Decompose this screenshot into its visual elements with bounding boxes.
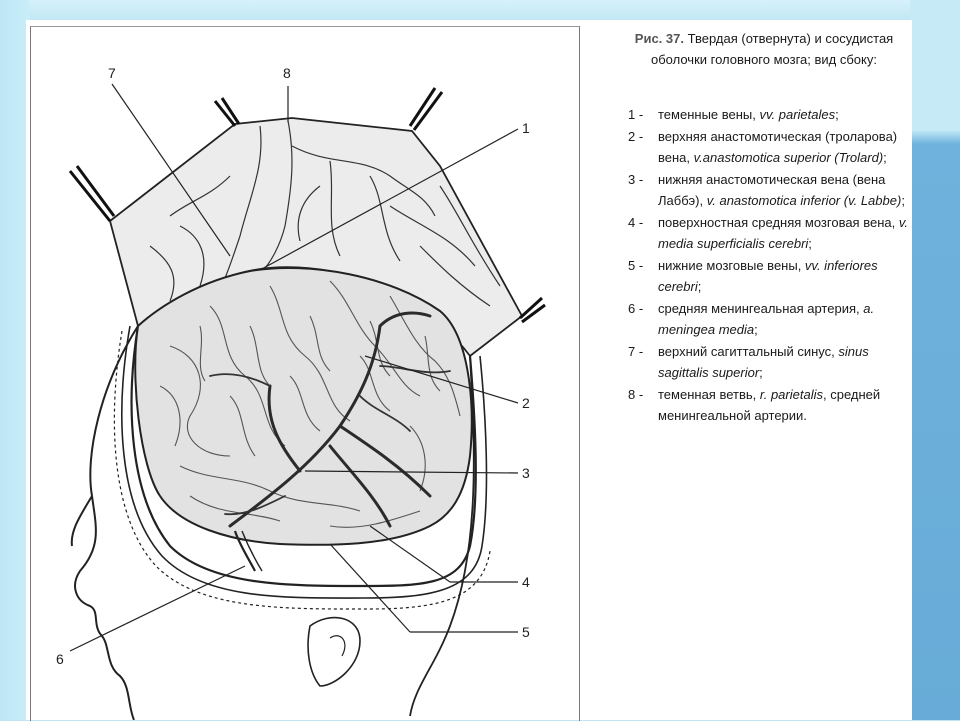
legend-item-5 xyxy=(628,255,908,298)
label-3: 3 xyxy=(522,465,530,481)
legend-item-7 xyxy=(628,341,908,384)
legend-latin-term: v. anastomotica inferior (v. Labbe) xyxy=(706,193,902,208)
slide-background-right xyxy=(910,0,960,720)
legend-tail: , средней менингеальной артерии. xyxy=(658,386,881,423)
brain-surface xyxy=(135,268,471,571)
legend-tail: ; xyxy=(901,193,905,208)
legend-russian-text: нижние мозговые вены, xyxy=(658,257,805,273)
label-1: 1 xyxy=(522,120,530,136)
legend-item-4 xyxy=(628,212,908,255)
legend-number: 7 - xyxy=(628,343,644,359)
legend-number: 6 - xyxy=(628,300,644,316)
legend-russian-text: теменные вены, xyxy=(658,107,760,122)
legend-latin-term: v.anastomotica superior (Trolard) xyxy=(693,150,884,165)
legend-item-2 xyxy=(628,126,908,169)
legend-latin-term: vv. parietales xyxy=(759,107,836,122)
label-2: 2 xyxy=(522,395,530,411)
legend-tail: ; xyxy=(754,322,758,337)
legend-tail: ; xyxy=(835,107,839,122)
legend-number: 3 - xyxy=(628,171,644,187)
legend-russian-text: теменная ветвь, xyxy=(658,386,760,402)
legend-item-6 xyxy=(628,298,908,341)
legend-latin-term: a. meningea media xyxy=(658,300,875,337)
legend-latin-term: r. parietalis xyxy=(759,386,823,402)
legend-russian-text: средняя менингеальная артерия, xyxy=(658,300,864,316)
label-5: 5 xyxy=(522,624,530,640)
legend-russian-text: поверхностная средняя мозговая вена, xyxy=(658,214,899,230)
legend-russian-text: верхний сагиттальный синус, xyxy=(658,343,839,359)
label-8: 8 xyxy=(283,65,291,81)
legend-item-3 xyxy=(628,169,908,212)
legend-item-8 xyxy=(628,384,908,427)
label-6: 6 xyxy=(56,651,64,667)
label-7: 7 xyxy=(108,65,116,81)
legend-russian-text: нижняя анастомотическая вена (вена Лаббэ), xyxy=(658,171,886,208)
legend-number: 5 - xyxy=(628,257,644,273)
legend-tail: ; xyxy=(697,279,702,294)
legend-item-1 xyxy=(628,104,908,126)
legend-number: 1 - xyxy=(628,107,644,122)
figure-legend xyxy=(628,104,908,427)
legend-latin-term: vv. inferiores cerebri xyxy=(658,257,878,294)
legend-latin-term: sinus sagittalis superior xyxy=(658,343,869,380)
legend-russian-text: верхняя анастомотическая (троларова) вена, xyxy=(658,128,898,165)
legend-tail: ; xyxy=(883,150,887,165)
figure-caption xyxy=(628,28,900,70)
legend-number: 8 - xyxy=(628,386,644,402)
legend-tail: ; xyxy=(808,236,812,251)
legend-number: 4 - xyxy=(628,214,644,230)
legend-latin-term: v. media superficialis cerebri xyxy=(658,214,908,251)
label-4: 4 xyxy=(522,574,530,590)
caption-text: Твердая (отвернута) и сосудистая оболочки головного мозга; вид сбоку: xyxy=(651,31,894,67)
caption-figure-number: Рис. 37. xyxy=(634,31,684,46)
slide-background-top xyxy=(0,0,960,22)
legend-tail: ; xyxy=(759,365,763,380)
brain-meninges-illustration xyxy=(30,26,578,720)
legend-number: 2 - xyxy=(628,128,644,144)
